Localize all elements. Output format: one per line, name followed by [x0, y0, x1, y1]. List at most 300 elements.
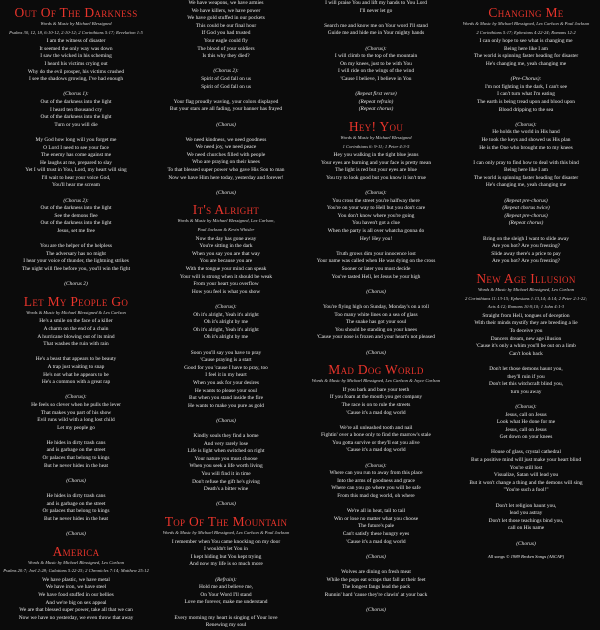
lyric-line: Why do the evil prosper, his victims crushed: [27, 68, 125, 75]
section-label: (Chorus): [216, 189, 236, 196]
lyric-line: I can only hope to see what is changing me: [479, 38, 573, 45]
song-credits: Words & Music by Michael Blessigned, Lex Carlson & Joyce Carlson: [311, 378, 441, 384]
lyric-line: But when you stand inside the fire: [189, 395, 263, 402]
lyric-line: 'Cause it's only a whim you'll be out on a limb: [476, 343, 576, 350]
lyric-line: Hey you walking in the tight blue jeans: [333, 152, 419, 159]
stanza-gap: [152, 296, 300, 304]
lyric-line: He's not what he appears to be: [43, 371, 109, 378]
lyric-line: Every morning my heart is singing of Your love: [174, 614, 278, 621]
lyric-line: He wants to please your soul: [194, 387, 258, 394]
lyric-line: You've tasted Hell, let Jesus be your high: [331, 273, 421, 280]
lyric-line: turn you away: [510, 388, 542, 395]
lyric-line: I will ride on the wings of the wind: [337, 68, 415, 75]
song-credits: Words & Music by Michael Blessigned, Lex Carlson: [27, 559, 125, 565]
song-credits: Words & Music by Michael Blessigned, Lex Carlson,: [177, 218, 275, 224]
lyric-line: Wolves are dining on fresh meat: [341, 568, 411, 575]
lyric-line: Guide me and hide me in Your mighty hands: [327, 30, 425, 37]
section-label: (Chorus):: [515, 121, 537, 128]
lyric-line: I hear your voice of thunder, the lightning strikes: [23, 258, 129, 265]
lyric-line: Dancers dream, new age illusion: [490, 335, 562, 342]
lyric-line: And we're big on sex appeal: [45, 599, 107, 606]
lyric-line: Love me forever, make me understand: [184, 599, 268, 606]
song-credits: Psalms 20:7; Joel 2:28; Galatians 5:22-25; 2 Chronicles 7:14; Matthew 25:12: [3, 568, 149, 574]
lyric-line: I can only pray to find how to deal with this bind: [473, 159, 579, 166]
lyric-line: My God how long will you forget me: [35, 136, 117, 143]
lyric-line: Don't let those demons haunt you,: [489, 365, 563, 372]
column-4-songs: [452, 6, 600, 548]
section-label: (Chorus):: [365, 462, 387, 469]
lyric-line: He holds the world in His hand: [492, 129, 560, 136]
section-label: (Chorus):: [365, 190, 387, 197]
lyric-line: The night will flee before you, you'll win the fight: [21, 266, 131, 272]
lyric-line: Into the arms of goodness and grace: [337, 477, 415, 484]
section-label: (Chorus 1):: [63, 91, 89, 98]
lyric-line: The light is red but your eyes are blue: [335, 167, 417, 174]
lyric-line: Don't let religion haunt you,: [495, 502, 557, 509]
section-label: (Refrain):: [215, 576, 237, 583]
lyric-line: Yet I will trust in You, Lord, my heart will sing: [25, 167, 127, 174]
lyric-line: A hurricane blowing out of its mind: [37, 333, 115, 340]
stanza-gap: [302, 243, 450, 251]
stanza-gap: [452, 495, 600, 503]
lyric-line: But it won't change a thing and the demons will sing: [469, 479, 583, 486]
lyric-line: While the pups eat scraps that fall at their feet: [326, 576, 426, 583]
song-block-america: [2, 545, 150, 623]
lyric-line: Can't satisfy these hungry eyes: [342, 531, 410, 537]
stanza-gap: [302, 501, 450, 509]
lyric-line: Oh it's alright, Yeah it's alright: [193, 311, 259, 318]
lyric-line: Or palaces that belong to kings: [42, 455, 110, 462]
lyric-line: 'Cause it's a mad dog world: [346, 538, 406, 545]
lyric-line: Fightin' over a bone only to find the marrow's stale: [321, 432, 431, 439]
song-title: Mad Dog World: [328, 362, 424, 378]
lyric-line: Or palaces that belong to kings: [42, 508, 110, 515]
section-label: (Chorus): [216, 501, 236, 508]
lyric-line: But a positive mind will just make your heart blind: [470, 457, 582, 464]
lyric-line: Don't let this witchcraft blind you,: [488, 381, 564, 388]
lyric-line: Oh it's alright, Yeah it's alright: [193, 326, 259, 333]
song-credits: Acts 4:12; Romans 10:9,10; 1 John 4:1-3: [487, 304, 565, 310]
lyric-line: You are because you are: [199, 258, 253, 265]
lyric-line: It seemed the only way was down: [39, 45, 113, 52]
lyric-line: And very rarely lose: [203, 440, 249, 447]
lyric-line: "You're such a fool!": [503, 487, 549, 494]
lyric-line: See the demons flee: [54, 212, 98, 219]
lyric-line: You try to look good but you know it isn't true: [326, 174, 426, 181]
song-credits: 1 Corinthians 6: 9-11; 1 Peter 4:3-5: [342, 143, 410, 149]
song-block-hey-you: [302, 120, 450, 357]
stanza-gap: [2, 485, 150, 493]
song-credits: Words & Music by Michael Blessigned, Lex Carlson: [477, 287, 575, 292]
song-credits: Words & Music by Michael Blessigned, Lex Carlson & Paul Jackson: [462, 21, 590, 26]
song-block-changing-me: [452, 6, 600, 266]
lyric-line: Being here like I am: [503, 45, 548, 52]
lyric-line: The future's pale: [358, 523, 394, 530]
lyric-line: Evil runs wild with a long lost child: [37, 417, 115, 424]
lyric-line: Slide away there's a price to pay: [491, 250, 561, 257]
section-label: (Chorus):: [365, 45, 387, 52]
lyric-line: You are the helper of the helpless: [40, 243, 112, 250]
lyric-line: Can't look back: [509, 350, 543, 357]
stanza-gap: [152, 425, 300, 433]
lyric-line: To deceive you: [509, 327, 543, 334]
lyric-line: Now we have Him here today, yesterday and forever!: [168, 174, 284, 181]
lyric-line: How you feel is what you show: [191, 288, 261, 295]
lyric-line: When you ask for your desires: [192, 379, 260, 386]
lyric-line: Is this why they died?: [202, 53, 250, 60]
lyric-line: Truth grows dim your innocence lost: [336, 250, 416, 257]
lyric-line: Out of the darkness into the light: [40, 220, 112, 227]
stanza-gap: [302, 182, 450, 190]
stanza-gap: [2, 523, 150, 531]
section-label: (Chorus): [366, 606, 386, 613]
lyric-line: I will praise You and lift my hands to You Lord: [325, 0, 427, 6]
lyric-line: We are that blessed super power, take all that we can: [19, 607, 133, 614]
stanza-gap: [452, 114, 600, 122]
lyric-line: and is garbage on the street: [46, 447, 106, 454]
song-title: New Age Illusion: [476, 271, 576, 286]
song-block-it-s-alright: [152, 203, 300, 509]
lyric-line: You don't know where you're going: [337, 212, 415, 219]
lyric-line: We have food stuffed in our bellies: [38, 591, 114, 598]
lyric-line: Good for you 'cause I have to pray, too: [184, 364, 268, 371]
lyric-line: I will climb to the top of the mountain: [334, 53, 418, 60]
lyric-line: He hides in dirty trash cans: [46, 493, 106, 500]
lyric-line: If God you had trusted: [201, 30, 251, 37]
lyric-line: I'll wait to hear your voice God,: [41, 174, 111, 181]
lyric-line: Soon you'll say you have to pray: [190, 349, 262, 356]
lyric-line: You gotta survive or they'll eat you alive: [332, 439, 420, 446]
stanza-gap: [452, 228, 600, 236]
song-title: It's Alright: [192, 202, 260, 218]
lyric-line: Death's a bitter wine: [203, 486, 249, 493]
song-title: Changing Me: [488, 5, 564, 20]
section-label: (Chorus 2):: [213, 68, 239, 75]
lyric-line: Your eagle could fly: [204, 37, 248, 44]
lyric-line: When you say you are that way: [192, 250, 260, 257]
lyric-line: and is garbage on the street: [46, 500, 106, 507]
lyric-line: Being here like I am: [503, 167, 548, 174]
section-label: (Repeat refrain): [358, 98, 394, 105]
lyric-line: Visualize, Satan will lead you: [493, 472, 559, 479]
lyric-line: Your flag proudly waving, your colors displayed: [173, 98, 279, 105]
lyric-line: I'm not fighting in the dark, I can't see: [484, 83, 568, 90]
section-label: (Chorus): [366, 553, 386, 560]
lyric-line: He's changing me, yeah changing me: [485, 182, 567, 189]
song-block-continued: [152, 0, 300, 197]
stanza-gap: [302, 296, 450, 304]
lyric-line: Blood dripping to the sea: [498, 106, 554, 113]
lyric-line: Are you hot? Are you freezing?: [491, 243, 561, 250]
lyric-line: That washes the ruin with rain: [43, 341, 109, 348]
lyric-line: Spirit of God fall on us: [201, 83, 251, 90]
lyric-line: Jesus, call on Jesus: [505, 411, 547, 418]
lyric-line: If you foam at the mouth you get company: [329, 394, 423, 401]
lyric-line: Out of the darkness into the light: [40, 114, 112, 121]
lyric-line: Hey! Hey you!: [359, 235, 393, 242]
lyric-line: He hides in dirty trash cans: [46, 439, 106, 446]
lyric-line: 'Cause I believe, I believe in You: [340, 75, 412, 82]
lyric-line: I heard his victims crying out: [44, 60, 108, 67]
lyric-line: The enemy has come against me: [40, 152, 112, 159]
stanza-gap: [2, 129, 150, 137]
lyric-line: Too many white lines on a sea of glass: [334, 311, 418, 318]
lyrics-column-2: [152, 0, 300, 629]
song-block-new-age-illusion: [452, 272, 600, 548]
stanza-gap: [152, 607, 300, 615]
stanza-gap: [302, 599, 450, 607]
section-label: (Chorus):: [215, 303, 237, 310]
section-label: (Chorus):: [65, 394, 87, 401]
lyric-line: With the tongue your mind can speak: [185, 266, 267, 272]
lyric-line: Search me and know me on Your word I'll stand: [324, 22, 428, 29]
lyric-line: He's a common with a great rap: [41, 379, 111, 386]
lyric-line: Turn or you will die: [54, 121, 98, 128]
lyric-line: We have weapons, we have armies: [188, 0, 264, 6]
lyric-line: I am the witness of disaster: [46, 38, 106, 45]
lyric-line: Jesus, call on Jesus: [505, 426, 547, 433]
lyric-line: Bring on the sleigh I want to slide away: [483, 235, 569, 242]
lyric-line: He's changing me, yeah changing me: [485, 60, 567, 67]
lyric-line: 'Cause it's a mad dog world: [346, 409, 406, 416]
lyric-line: 'Cause it's a mad dog world: [346, 447, 406, 454]
section-label: (Repeat chorus): [358, 106, 394, 113]
lyric-line: Don't refuse the gift he's giving: [192, 478, 260, 485]
stanza-gap: [452, 396, 600, 404]
lyric-line: they'll ruin if you: [507, 373, 545, 380]
stanza-gap: [2, 470, 150, 478]
section-label: (Chorus): [366, 288, 386, 295]
song-block-let-my-people-go: [2, 295, 150, 539]
section-label: (Chorus 2): [64, 281, 88, 288]
lyric-line: Straight from Hell, tongues of deception: [482, 312, 570, 319]
lyric-line: We need kindness, we need goodness: [185, 136, 267, 143]
song-credits: Paul Jackson & Kevin Whisler: [197, 227, 255, 233]
lyric-line: The longest fangs lead the pack: [341, 584, 411, 591]
stanza-gap: [2, 432, 150, 440]
section-label: (Chorus): [366, 349, 386, 356]
lyric-line: Spirit of God fall on us: [201, 75, 251, 82]
section-label: (Chorus): [66, 531, 86, 537]
lyric-line: We have plastic, we have metal: [42, 576, 110, 583]
lyric-line: House of glass, crystal cathedral: [491, 449, 561, 456]
lyric-line: The adversary has no might: [46, 250, 106, 257]
lyrics-column-3: [302, 0, 450, 613]
stanza-gap: [452, 358, 600, 366]
stanza-gap: [452, 533, 600, 541]
lyric-line: I remember when You came knocking on my door: [171, 538, 281, 545]
lyric-line: He's a smile on the face of a killer: [39, 318, 113, 325]
lyric-line: But he never hides in the heat: [43, 462, 109, 469]
lyric-line: You're flying high on Sunday, Monday's on a roll: [322, 303, 429, 310]
stanza-gap: [302, 84, 450, 92]
lyric-line: Your will is strong when it should be weak: [179, 273, 273, 280]
lyric-line: When the party is all over whatcha gonna do: [327, 228, 425, 235]
stanza-gap: [152, 129, 300, 137]
lyric-line: Kindly souls they find a home: [193, 433, 259, 440]
lyric-line: Let my people go: [57, 424, 95, 431]
stanza-gap: [452, 152, 600, 160]
stanza-gap: [302, 561, 450, 569]
lyric-line: Win or lose no matter what you choose: [333, 515, 419, 522]
lyric-line: This could be our final hour: [195, 22, 257, 29]
lyric-line: Where can you run to away from this place: [329, 470, 423, 477]
song-title: Hey! You: [348, 118, 404, 134]
lyric-line: Out of the darkness into the light: [40, 98, 112, 105]
stanza-gap: [452, 190, 600, 198]
stanza-gap: [302, 281, 450, 289]
lyric-line: To that blessed super power who gave His Son to man: [167, 167, 285, 174]
section-label: (Pre-Chorus):: [510, 76, 542, 83]
lyric-line: Who are praying on their knees: [192, 159, 260, 166]
lyric-line: Life is light when switched on right: [187, 448, 265, 455]
lyric-line: I can't turn what I'm eating: [497, 91, 555, 98]
lyric-line: He's a beast that appears to be beauty: [35, 356, 117, 363]
stanza-gap: [302, 38, 450, 46]
lyric-line: The earth is being tread upon and blood upon: [477, 98, 575, 105]
song-block-continued: [302, 0, 450, 114]
stanza-gap: [302, 455, 450, 463]
song-credits: Psalms 30, 12, 18, 6:10-12, 2:10-12; 2 Corinthians 5:17; Revelation 1:5: [9, 29, 143, 35]
section-label: (Chorus): [216, 121, 236, 128]
lyric-line: call on His name: [507, 525, 545, 532]
lyric-line: You will find it in time: [201, 471, 251, 478]
stanza-gap: [302, 342, 450, 350]
section-label: (Repeat chorus twice): [502, 205, 550, 212]
lyric-line: Don't let those teachings bind you,: [488, 517, 564, 524]
lyric-line: We have killers, we have power: [191, 7, 261, 14]
section-label: (Chorus 2):: [63, 197, 89, 204]
lyric-line: Your name was called when He was dying on the cross: [316, 258, 436, 265]
song-credits: 2 Corinthians 11:13-15; Ephesians 1:13,14; 4:14; 2 Peter 2:1-22;: [464, 295, 587, 301]
section-label: (Chorus): [516, 540, 536, 547]
section-label: (Repeat pre-chorus): [504, 212, 548, 219]
song-credits: 2 Corinthians 5:17; Ephesians 4:22-24; Romans 12:2: [476, 29, 576, 35]
lyric-line: He feels so clever when he pulls the lever: [31, 401, 121, 408]
lyric-line: I'll never let go: [359, 7, 393, 14]
stanza-gap: [302, 15, 450, 23]
lyric-line: You cross the street you're halfway there: [332, 197, 420, 204]
lyric-line: You're sitting in the dark: [199, 243, 253, 250]
lyric-line: Renewing my soul: [205, 622, 247, 629]
lyric-line: When you seek a life worth living: [189, 463, 263, 470]
lyric-line: The snake has got your soul: [345, 319, 407, 326]
lyric-line: Your nature you must choose: [194, 455, 258, 462]
lyric-line: Are you hot? Are you freezing?: [491, 258, 561, 265]
lyric-line: But your stars are all fading, your banner has frayed: [169, 106, 283, 113]
lyric-line: Sooner or later you must decide: [341, 266, 411, 272]
lyric-line: Runnin' hard 'cause they're clawin' at your back: [324, 591, 428, 598]
stanza-gap: [2, 190, 150, 198]
lyric-line: You'll hear me scream: [52, 182, 100, 189]
lyric-line: We're all in heat, tail to tail: [346, 508, 406, 515]
lyric-line: Where can you go where you will be safe: [331, 485, 421, 492]
lyric-line: He took the keys and showed us His plan: [481, 136, 571, 143]
song-title: America: [52, 543, 100, 559]
copyright-notice: All songs © 1989 Broken Songs (ASCAP): [487, 554, 565, 560]
lyric-line: 'Cause praying is a start: [200, 357, 252, 364]
lyric-line: The world is spinning faster heading for disaster: [473, 53, 579, 60]
lyric-line: From your heart you overflow: [193, 281, 259, 288]
stanza-gap: [302, 546, 450, 554]
stanza-gap: [152, 410, 300, 418]
lyric-line: And now my life is so much more: [189, 561, 263, 568]
lyric-line: Now the day has gone away: [195, 235, 257, 242]
lyric-line: You should be standing on your knees: [334, 326, 418, 333]
lyric-line: We need joy, we need peace: [195, 144, 257, 151]
lyric-line: He is the One who brought me to my knees: [479, 144, 573, 151]
lyric-line: With their minds mystify they are breeding a lie: [474, 320, 578, 327]
section-label: (Chorus): [216, 417, 236, 424]
song-block-out-of-the-darkness: [2, 6, 150, 289]
lyric-line: You're on your way to Hell but you don't care: [326, 205, 426, 212]
song-block-mad-dog-world: [302, 363, 450, 614]
lyric-line: Look what He done for me: [496, 419, 556, 426]
song-title: Top Of The Mountain: [164, 514, 288, 529]
lyric-line: If you bark and bare your teeth: [342, 386, 410, 393]
song-title: Let My People Go: [23, 293, 129, 309]
lyric-line: We have gold stuffed in our pockets: [187, 15, 265, 22]
lyric-line: I saw the wicked in his scheming: [40, 53, 112, 60]
lyric-line: You're still lost: [509, 464, 543, 471]
stanza-gap: [2, 349, 150, 357]
song-credits: Words & Music by Michael Blessigned & Lex Carlson: [26, 309, 126, 315]
stanza-gap: [152, 114, 300, 122]
lyric-line: He laughs at me, prepared to slay: [40, 159, 112, 166]
stanza-gap: [302, 417, 450, 425]
stanza-gap: [152, 342, 300, 350]
lyric-line: We have iron, we have steel: [45, 584, 107, 591]
song-credits: Words & Music by Michael Blessigned: [40, 21, 112, 26]
lyric-line: You haven't got a clue: [352, 220, 400, 227]
lyric-line: That makes you part of his show: [40, 409, 112, 416]
lyric-line: Your eyes are burning and your face is pretty mean: [320, 159, 432, 166]
lyric-line: O Lord I need to see your face: [43, 144, 109, 151]
lyric-line: Get down on your knees: [499, 434, 553, 441]
stanza-gap: [152, 182, 300, 190]
lyric-line: He wants to make you pure as gold: [188, 402, 264, 409]
lyric-line: We're all unleashed tooth and nail: [339, 424, 413, 431]
lyric-line: Jesus, set me free: [57, 228, 95, 235]
section-label: (Repeat chorus): [508, 220, 544, 227]
lyric-line: I see the shadows growing, I've had enough: [28, 76, 124, 83]
lyric-line: A charm on the end of a chain: [43, 325, 109, 332]
song-credits: Words & Music by Michael Blessigned: [340, 134, 412, 140]
lyric-line: We need churches filled with people: [186, 151, 266, 158]
section-label: (Repeat pre-chorus): [504, 197, 548, 204]
section-label: (Chorus): [66, 477, 86, 484]
song-block-top-of-the-mountain: [152, 515, 300, 630]
lyric-line: Hold me and believe me,: [198, 584, 254, 591]
section-label: (Repeat first verse): [355, 91, 397, 98]
lyric-line: lead you astray: [509, 510, 543, 517]
song-credits: Words & Music by Michael Blessigned, Lex Carlson & Paul Jackson: [162, 530, 290, 535]
lyric-line: From this mad dog world, oh where: [337, 493, 415, 500]
lyric-line: Oh it's alright by me: [203, 334, 249, 341]
lyric-line: Oh it's alright by me: [203, 319, 249, 326]
lyric-line: Now we have no yesterday, we even throw that away: [18, 614, 134, 621]
lyric-line: I heard ten thousand cry: [49, 106, 103, 113]
lyrics-column-4: [452, 0, 600, 600]
lyric-line: 'Cause your nose is frozen and your heart's not pleased: [317, 334, 435, 341]
lyric-line: The blood of your soldiers: [197, 45, 255, 52]
lyric-line: The race is on to rule the streets: [341, 401, 411, 408]
lyrics-column-1: [2, 0, 150, 621]
lyric-line: A trap just waiting to snap: [47, 363, 105, 370]
stanza-gap: [152, 569, 300, 577]
lyric-line: I feel it in my heart: [205, 372, 247, 379]
lyric-line: On my knees, just to be with You: [340, 60, 412, 67]
